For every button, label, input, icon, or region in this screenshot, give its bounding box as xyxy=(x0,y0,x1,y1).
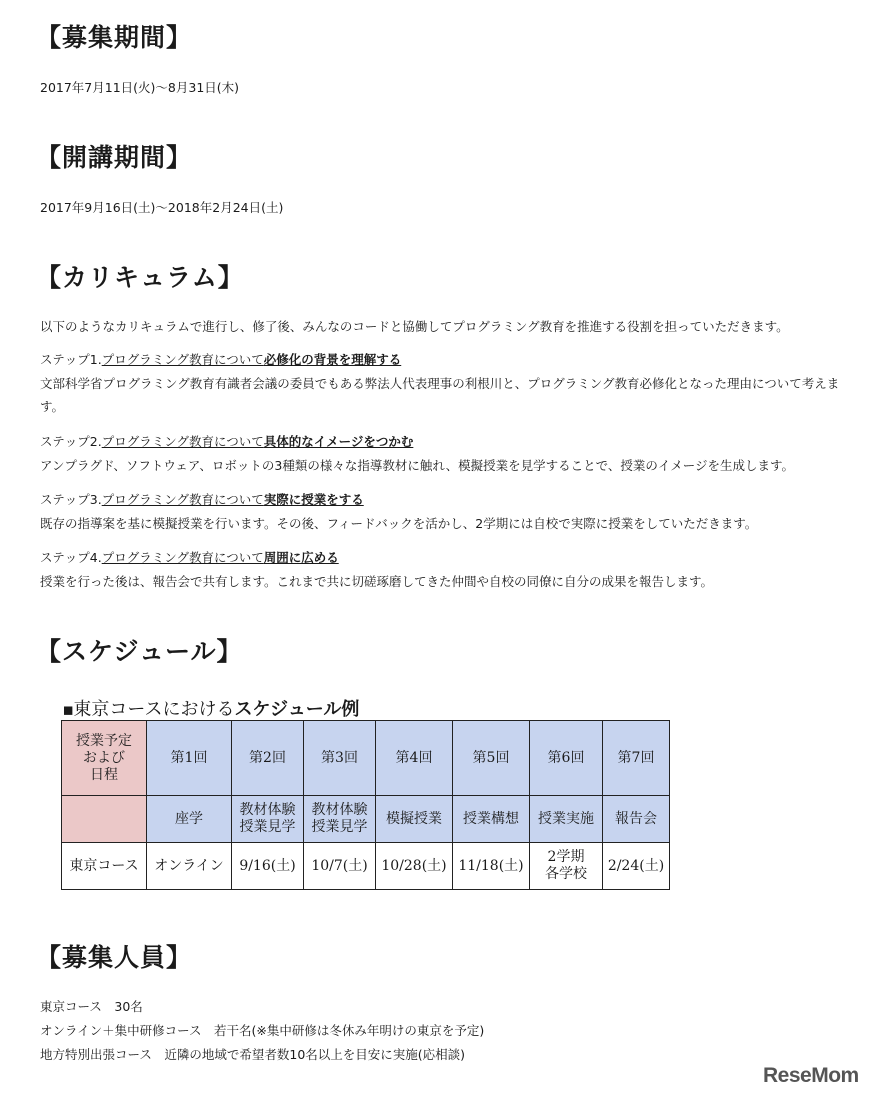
session-date: 10/7(土) xyxy=(304,843,376,890)
step-topic-link[interactable]: プログラミング教育について xyxy=(101,492,264,507)
schedule-row-content xyxy=(62,796,670,843)
session-date: 2学期 各学校 xyxy=(530,843,603,890)
step-emphasis: 実際に授業をする xyxy=(263,492,364,507)
session-content: 模擬授業 xyxy=(376,796,453,843)
recruit-period-heading: 【募集期間】 xyxy=(36,23,193,52)
step-label: ステップ3. xyxy=(40,492,102,507)
step-topic-link[interactable]: プログラミング教育について xyxy=(101,352,264,367)
resemom-logo: ReseMom xyxy=(763,1064,859,1087)
step-label: ステップ1. xyxy=(40,352,102,367)
session-name: 第3回 xyxy=(304,721,376,796)
session-content: 教材体験 授業見学 xyxy=(304,796,376,843)
session-date: 11/18(土) xyxy=(453,843,530,890)
empty-cell xyxy=(62,796,147,843)
session-content: 報告会 xyxy=(603,796,670,843)
schedule-table-title xyxy=(63,695,359,721)
step-3-title xyxy=(40,491,364,509)
step-emphasis: 周囲に広める xyxy=(263,550,339,565)
step-2-title xyxy=(40,433,413,451)
schedule-heading: 【スケジュール】 xyxy=(36,637,243,666)
session-name: 第5回 xyxy=(453,721,530,796)
session-name: 第6回 xyxy=(530,721,603,796)
session-name: 第4回 xyxy=(376,721,453,796)
step-label: ステップ2. xyxy=(40,434,102,449)
session-date: 2/24(土) xyxy=(603,843,670,890)
recruit-count-line: 東京コース 30名 xyxy=(40,999,143,1014)
step-topic-link[interactable]: プログラミング教育について xyxy=(101,434,264,449)
schedule-title-bold: スケジュール例 xyxy=(234,699,360,720)
session-content: 座学 xyxy=(147,796,232,843)
session-content: 授業実施 xyxy=(530,796,603,843)
course-period-heading: 【開講期間】 xyxy=(36,143,193,172)
recruit-count-line: 地方特別出張コース 近隣の地域で希望者数10名以上を目安に実施(応相談) xyxy=(40,1047,466,1062)
session-date: 9/16(土) xyxy=(232,843,304,890)
session-date: 10/28(土) xyxy=(376,843,453,890)
schedule-row-sessions xyxy=(62,721,670,796)
step-emphasis: 必修化の背景を理解する xyxy=(263,352,402,367)
step-3-description: 既存の指導案を基に模擬授業を行います。その後、フィードバックを活かし、2学期には自校で実際に授業をしていただきます。 xyxy=(40,516,758,531)
session-name: 第7回 xyxy=(603,721,670,796)
step-2-description: アンプラグド、ソフトウェア、ロボットの3種類の様々な指導教材に触れ、模擬授業を見学することで、授業のイメージを生成します。 xyxy=(40,458,794,473)
step-1-title xyxy=(40,351,401,369)
step-1-description: 文部科学省プログラミング教育有識者会議の委員でもある弊法人代表理事の利根川と、プログラミング教育必修化となった理由について考えます。 xyxy=(40,376,840,414)
recruit-period-text: 2017年7月11日(火)〜8月31日(木) xyxy=(40,80,240,95)
square-bullet-icon: ■ xyxy=(63,703,74,717)
recruit-count-line: オンライン＋集中研修コース 若干名(※集中研修は冬休み年明けの東京を予定) xyxy=(40,1023,485,1038)
session-content: 授業構想 xyxy=(453,796,530,843)
course-label: 東京コース xyxy=(62,843,147,890)
schedule-title-normal: 東京コースにおける xyxy=(73,699,235,720)
step-4-title xyxy=(40,549,339,567)
step-4-description: 授業を行った後は、報告会で共有します。これまで共に切磋琢磨してきた仲間や自校の同僚に自分の成果を報告します。 xyxy=(40,574,714,589)
schedule-row-tokyo xyxy=(62,843,670,890)
course-period-text: 2017年9月16日(土)〜2018年2月24日(土) xyxy=(40,200,284,215)
curriculum-intro: 以下のようなカリキュラムで進行し、修了後、みんなのコードと協働してプログラミング教育を推進する役割を担っていただきます。 xyxy=(40,319,789,334)
schedule-row-header: 授業予定 および 日程 xyxy=(62,721,147,796)
recruit-count-heading: 【募集人員】 xyxy=(36,943,193,972)
curriculum-heading: 【カリキュラム】 xyxy=(36,263,244,292)
session-name: 第2回 xyxy=(232,721,304,796)
schedule-table xyxy=(61,720,670,890)
session-date: オンライン xyxy=(147,843,232,890)
step-topic-link[interactable]: プログラミング教育について xyxy=(101,550,264,565)
session-content: 教材体験 授業見学 xyxy=(232,796,304,843)
step-label: ステップ4. xyxy=(40,550,102,565)
step-emphasis: 具体的なイメージをつかむ xyxy=(263,434,414,449)
session-name: 第1回 xyxy=(147,721,232,796)
